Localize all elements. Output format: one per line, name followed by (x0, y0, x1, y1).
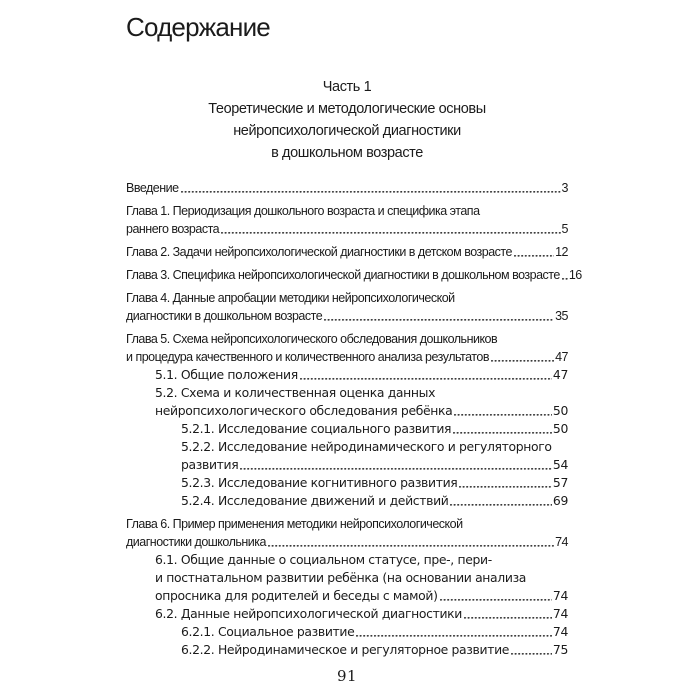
toc-entry-text: 6.2.2. Нейродинамическое и регуляторное развитие (181, 642, 510, 657)
toc-line (126, 289, 568, 307)
dot-leader (562, 266, 568, 284)
toc-page-number: 35 (555, 309, 568, 323)
toc-entry (126, 623, 568, 641)
toc-page-number: 74 (552, 588, 568, 603)
toc-page-number: 16 (568, 268, 582, 282)
dot-leader (464, 605, 552, 623)
toc-entry (126, 551, 568, 605)
toc-entry (126, 515, 568, 551)
dot-leader (491, 348, 554, 366)
part-title-line: нейропсихологической диагностики (233, 123, 461, 139)
dot-leader (268, 533, 554, 551)
dot-leader (459, 474, 552, 492)
toc-entry (126, 366, 568, 384)
toc-page-number: 74 (552, 624, 568, 639)
toc-line (155, 569, 568, 587)
toc-line (126, 202, 568, 220)
toc-entry-text: 5.2. Схема и количественная оценка данных (155, 385, 436, 400)
toc-line (155, 551, 568, 569)
dot-leader (450, 492, 551, 510)
toc-entry-text: опросника для родителей и беседы с мамой) (155, 588, 438, 603)
toc-entry-text: Глава 4. Данные апробации методики нейропсихологической (126, 291, 455, 305)
toc-entry (126, 492, 568, 510)
content-column (126, 12, 582, 685)
toc-entry-text: Глава 3. Специфика нейропсихологической диагностики в дошкольном возрасте (126, 268, 560, 282)
toc-line (155, 402, 568, 420)
toc-entry-text: Глава 6. Пример применения методики нейропсихологической (126, 517, 463, 531)
toc-line (181, 623, 568, 641)
toc-entry-text: диагностики в дошкольном возрасте (126, 309, 323, 323)
toc-entry (126, 202, 568, 238)
toc-line (126, 330, 568, 348)
dot-leader (356, 623, 552, 641)
toc-entry-text: и процедура качественного и количественного анализа результатов (126, 350, 489, 364)
dot-leader (454, 402, 552, 420)
toc-entry-text: 5.2.3. Исследование когнитивного развития (181, 475, 458, 490)
toc-entry-text: Глава 2. Задачи нейропсихологической диагностики в детском возрасте (126, 245, 512, 259)
toc-line (181, 474, 568, 492)
toc-page-number: 50 (552, 421, 568, 436)
toc-entry-text: 5.1. Общие положения (155, 367, 298, 382)
part-title-line: в дошкольном возрасте (271, 145, 423, 161)
toc-entry-text: 6.2.1. Социальное развитие (181, 624, 355, 639)
toc-entry-text: нейропсихологического обследования ребёнка (155, 403, 453, 418)
dot-leader (514, 243, 554, 261)
toc-page-number: 54 (552, 457, 568, 472)
dot-leader (240, 456, 552, 474)
toc-entry (126, 266, 582, 284)
toc-line (126, 307, 568, 325)
toc-page-number: 50 (552, 403, 568, 418)
toc-entry-text: 6.1. Общие данные о социальном статусе, пре-, пери- (155, 552, 492, 567)
toc-page-number: 47 (555, 350, 568, 364)
toc-entry-text: 5.2.4. Исследование движений и действий (181, 493, 449, 508)
toc-page-number: 74 (555, 535, 568, 549)
toc-entry-text: Глава 1. Периодизация дошкольного возраста и специфика этапа (126, 204, 480, 218)
toc-line (181, 641, 568, 659)
toc-page-number: 75 (552, 642, 568, 657)
part-title-line: Теоретические и методологические основы (208, 101, 486, 117)
toc-line (126, 243, 568, 261)
toc-page-number: 74 (552, 606, 568, 621)
part-heading (126, 76, 568, 164)
folio-page-number: 91 (336, 667, 358, 685)
toc-entry (126, 420, 568, 438)
toc-entry-text: 5.2.2. Исследование нейродинамического и регуляторного (181, 439, 552, 454)
toc-line (181, 456, 568, 474)
toc-entry-text: 5.2.1. Исследование социального развития (181, 421, 452, 436)
toc-entry-text: 6.2. Данные нейропсихологической диагностики (155, 606, 463, 621)
toc-line (155, 384, 568, 402)
toc-page-number: 69 (552, 493, 568, 508)
toc-entry (126, 474, 568, 492)
toc-entry (126, 438, 568, 474)
toc-entry (126, 243, 568, 261)
toc-line (126, 266, 582, 284)
toc-line (126, 515, 568, 533)
toc-entry (126, 641, 568, 659)
dot-leader (181, 179, 561, 197)
toc-line (155, 366, 568, 384)
toc-entry (126, 384, 568, 420)
toc-line (155, 605, 568, 623)
toc-line (126, 179, 568, 197)
toc-line (155, 587, 568, 605)
dot-leader (453, 420, 552, 438)
toc-entry-text: диагностики дошкольника (126, 535, 266, 549)
toc-entry (126, 605, 568, 623)
toc-line (126, 533, 568, 551)
toc-entry (126, 330, 568, 366)
toc-line (181, 492, 568, 510)
toc-page-number: 3 (561, 181, 568, 195)
toc-line (126, 348, 568, 366)
dot-leader (300, 366, 552, 384)
toc-entry (126, 179, 568, 197)
toc-page-number: 47 (552, 367, 568, 382)
dot-leader (440, 587, 552, 605)
dot-leader (324, 307, 554, 325)
toc-line (126, 220, 568, 238)
toc-entry-text: Глава 5. Схема нейропсихологического обследования дошкольников (126, 332, 498, 346)
toc-entry-text: развития (181, 457, 239, 472)
toc-line (181, 420, 568, 438)
table-of-contents (126, 179, 582, 659)
page-title: Содержание (126, 12, 270, 42)
toc-page-number: 12 (555, 245, 568, 259)
part-label: Часть 1 (322, 79, 372, 95)
toc-entry-text: и постнатальном развитии ребёнка (на основании анализа (155, 570, 527, 585)
toc-entry-text: Введение (126, 181, 179, 195)
dot-leader (511, 641, 552, 659)
toc-page-number: 5 (561, 222, 568, 236)
toc-entry-text: раннего возраста (126, 222, 220, 236)
dot-leader (221, 220, 560, 238)
toc-entry (126, 289, 568, 325)
toc-page-number: 57 (552, 475, 568, 490)
toc-line (181, 438, 568, 456)
